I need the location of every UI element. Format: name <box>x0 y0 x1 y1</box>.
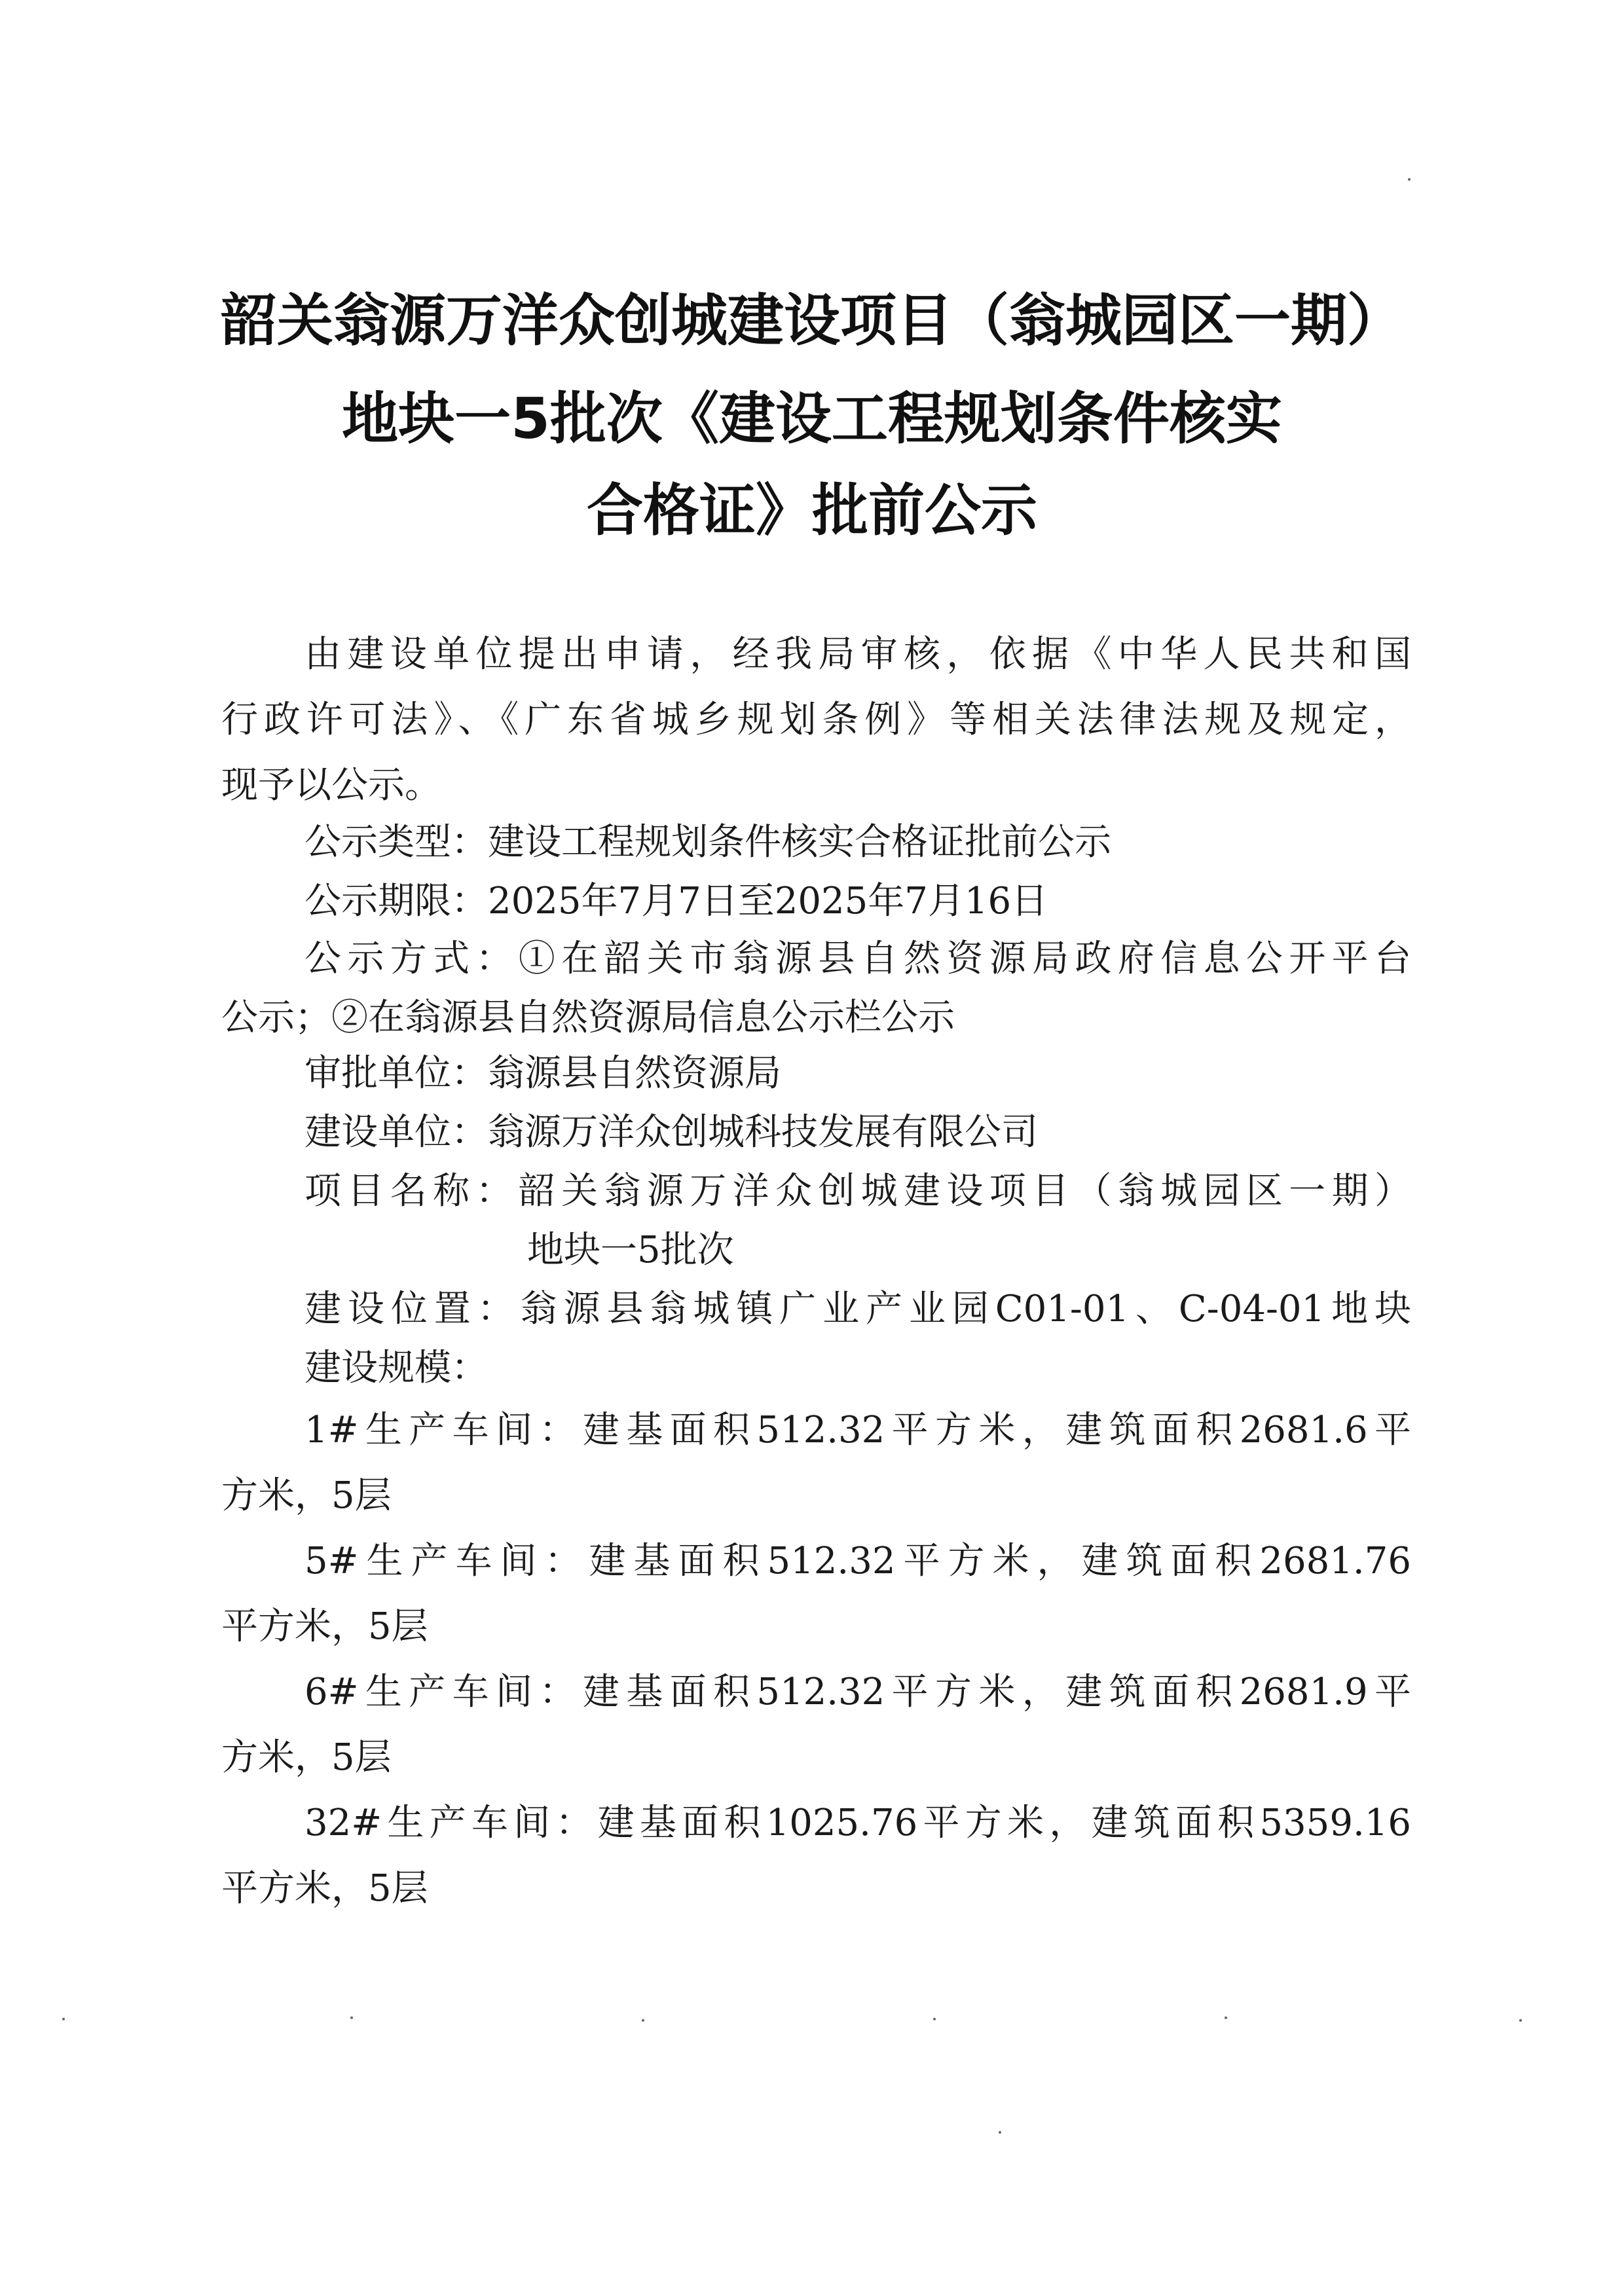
scan-speck <box>62 2018 65 2020</box>
workshop-5-line-1: 5#生产车间：建基面积512.32平方米，建筑面积2681.76 <box>304 1540 1411 1582</box>
scan-speck <box>1519 2019 1522 2022</box>
workshop-5-line-2: 平方米，5层 <box>221 1605 428 1648</box>
title-line-1: 韶关翁源万洋众创城建设项目（翁城园区一期） <box>221 288 1403 354</box>
scan-speck <box>642 2019 644 2022</box>
intro-line-3: 现予以公示。 <box>221 764 441 807</box>
title-line-3: 合格证》批前公示 <box>587 478 1037 543</box>
construction-scale-label: 建设规模： <box>304 1347 488 1389</box>
scan-speck <box>999 2131 1001 2134</box>
notice-type: 公示类型：建设工程规划条件核实合格证批前公示 <box>304 821 1111 864</box>
title-line-2: 地块一5批次《建设工程规划条件核实 <box>342 386 1282 452</box>
project-name-line-2: 地块一5批次 <box>527 1229 734 1271</box>
intro-line-1: 由建设单位提出申请，经我局审核，依据《中华人民共和国 <box>304 633 1411 676</box>
project-name-line-1: 项目名称：韶关翁源万洋众创城建设项目（翁城园区一期） <box>304 1170 1411 1212</box>
notice-period: 公示期限：2025年7月7日至2025年7月16日 <box>304 880 1048 922</box>
workshop-6-line-1: 6#生产车间：建基面积512.32平方米，建筑面积2681.9平 <box>304 1671 1411 1713</box>
construction-unit: 建设单位：翁源万洋众创城科技发展有限公司 <box>304 1111 1038 1154</box>
workshop-32-line-1: 32#生产车间：建基面积1025.76平方米，建筑面积5359.16 <box>304 1802 1411 1844</box>
notice-method-line-2: 公示；②在翁源县自然资源局信息公示栏公示 <box>221 996 955 1039</box>
workshop-32-line-2: 平方米，5层 <box>221 1867 428 1910</box>
intro-line-2: 行政许可法》、《广东省城乡规划条例》等相关法律法规及规定， <box>221 699 1411 741</box>
approval-unit: 审批单位：翁源县自然资源局 <box>304 1052 781 1095</box>
notice-method-line-1: 公示方式：①在韶关市翁源县自然资源局政府信息公开平台 <box>304 938 1411 980</box>
workshop-1-line-2: 方米，5层 <box>221 1474 392 1517</box>
scan-speck <box>933 2018 936 2020</box>
scan-speck <box>350 2016 353 2019</box>
scan-speck <box>1408 178 1411 181</box>
scan-speck <box>1225 2016 1227 2019</box>
construction-location: 建设位置：翁源县翁城镇广业产业园C01-01、C-04-01地块 <box>304 1288 1411 1330</box>
workshop-6-line-2: 方米，5层 <box>221 1736 392 1779</box>
workshop-1-line-1: 1#生产车间：建基面积512.32平方米，建筑面积2681.6平 <box>304 1409 1411 1451</box>
